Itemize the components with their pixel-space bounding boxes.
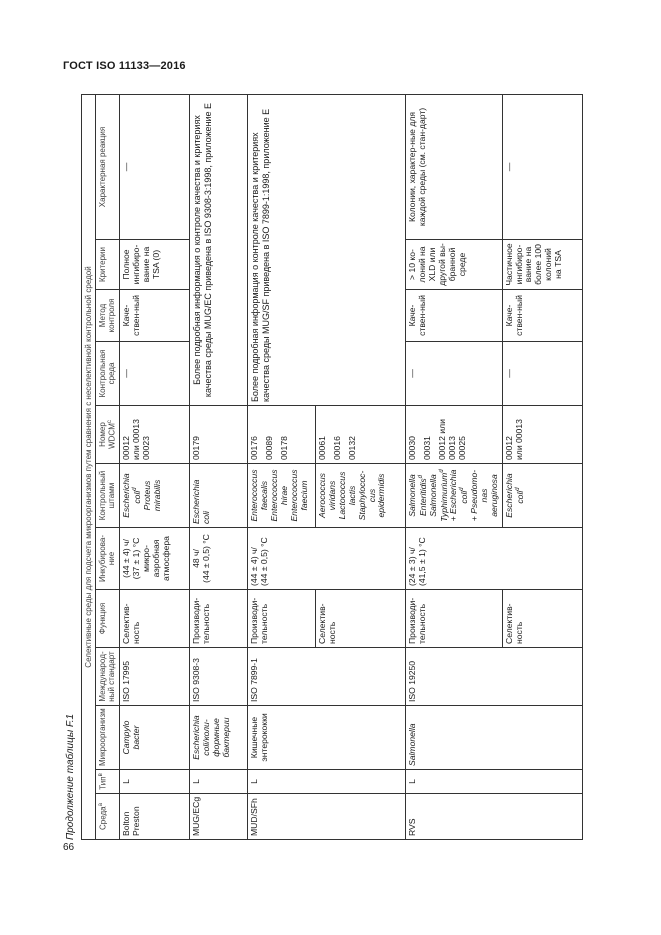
cell-function: Селектив-ность xyxy=(502,590,582,648)
col-type: Тип$^в$ xyxy=(96,770,120,794)
cell-type: L xyxy=(248,770,406,794)
cell-type: L xyxy=(406,770,582,794)
cell-control-strain: Escherichia coli xyxy=(190,464,248,528)
cell-medium: Bolton Preston xyxy=(120,794,190,840)
col-microorganism: Микроорганизм xyxy=(96,706,120,770)
cell-function: Производи-тельность xyxy=(190,590,248,648)
cell-incubation: (44 ± 4) ч/ (44 ± 0,5) °С xyxy=(248,528,406,590)
cell-standard: ISO 7899-1 xyxy=(248,648,406,706)
cell-criteria: > 10 ко-лоний на XLD или другой вы-бранной среде xyxy=(406,240,502,290)
table-row xyxy=(406,95,502,840)
col-medium: Среда$^а$ xyxy=(96,794,120,840)
cell-criteria: Полное ингибиро-вание на TSA (0) xyxy=(120,240,190,290)
cell-note: Более подробная информация о контроле качества и критериях качества среды MUG/SF приведена в ISO 7899-1:1998, приложение E xyxy=(248,95,406,406)
cell-reaction: Колонии, характер-ные для каждой среды (см. стан-дарт) xyxy=(406,95,502,240)
cell-control-method: Каче-ствен-ный xyxy=(406,290,502,342)
cell-reaction: — xyxy=(120,95,190,240)
cell-control-strain: Aerococcus viridans Lactococcus lactis Staphylococ-cus epidermidis xyxy=(316,464,406,528)
page-number: 66 xyxy=(63,842,75,853)
col-standard: Междунарoд-ный стандарт xyxy=(96,648,120,706)
rotated-table-block xyxy=(63,95,593,840)
col-control-medium: Контрольная среда xyxy=(96,342,120,406)
document-title: ГОСТ ISO 11133—2016 xyxy=(63,60,186,72)
cell-function: Селектив-ность xyxy=(316,590,406,648)
cell-control-medium: — xyxy=(406,342,502,406)
cell-function: Производи-тельность xyxy=(406,590,502,648)
cell-control-medium: — xyxy=(120,342,190,406)
table-row xyxy=(120,95,190,840)
cell-criteria: Частичное ингибиро-вание на более 100 колоний на TSA xyxy=(502,240,582,290)
header-row xyxy=(96,95,120,840)
cell-medium: RVS xyxy=(406,794,582,840)
cell-wdcm: 00012 или 00013 00023 xyxy=(120,406,190,464)
cell-microorganism: Escherichia coli/коли-формные бактерии xyxy=(190,706,248,770)
table-caption: Продолжение таблицы F.1 xyxy=(65,713,76,840)
cell-control-strain: Salmonella Enteritidis$^d$ Salmonella Typhimurium$^d$ + Escherichia coli$^d$ + Pseudomo-nas aeruginosa xyxy=(406,464,502,528)
cell-medium: MUG/ECg xyxy=(190,794,248,840)
cell-incubation: (44 ± 4) ч/ (37 ± 1) °С микро- аэробная атмосфера xyxy=(120,528,190,590)
cell-wdcm: 00176 00089 00178 xyxy=(248,406,316,464)
cell-control-strain: Escherichia coli$^d$ xyxy=(502,464,582,528)
cell-wdcm: 00061 00016 00132 xyxy=(316,406,406,464)
cell-standard: ISO 9308-3 xyxy=(190,648,248,706)
col-criteria: Критерии xyxy=(96,240,120,290)
cell-wdcm: 00030 00031 00012 или 00013 00025 xyxy=(406,406,502,464)
cell-control-strain: Enterococcus faecalis Enterococcus hirae Enterococcus faecium xyxy=(248,464,316,528)
col-control-method: Метод контроля xyxy=(96,290,120,342)
cell-standard: ISO 17995 xyxy=(120,648,190,706)
cell-control-strain: Escherichia coli$^d$ Proteus mirabilis xyxy=(120,464,190,528)
cell-note: Более подробная информация о контроле качества и критериях качества среды MUG/EC приведена в ISO 9308-3:1998, приложение E xyxy=(190,95,248,406)
cell-type: L xyxy=(190,770,248,794)
col-control-strain: Контрольный штамм xyxy=(96,464,120,528)
col-reaction: Характерная реакция xyxy=(96,95,120,240)
cell-control-method: Каче-ствен-ный xyxy=(502,290,582,342)
cell-wdcm: 00012 или 00013 xyxy=(502,406,582,464)
cell-control-method: Каче-ствен-ный xyxy=(120,290,190,342)
cell-microorganism: Campylo bacter xyxy=(120,706,190,770)
col-function: Функция xyxy=(96,590,120,648)
table-row xyxy=(248,95,316,840)
cell-wdcm: 00179 xyxy=(190,406,248,464)
cell-medium: MUD/SFh xyxy=(248,794,406,840)
cell-standard: ISO 19250 xyxy=(406,648,582,706)
col-wdcm: Номер $WDCM^с$ xyxy=(96,406,120,464)
cell-microorganism: Кишечные энтерококки xyxy=(248,706,406,770)
cell-type: L xyxy=(120,770,190,794)
cell-incubation: 48 ч/ (44 ± 0,5) °С xyxy=(190,528,248,590)
cell-reaction: — xyxy=(502,95,582,240)
media-table xyxy=(81,94,583,840)
cell-control-medium: — xyxy=(502,342,582,406)
cell-function: Селектив-ность xyxy=(120,590,190,648)
col-incubation: Инкубирова-ние xyxy=(96,528,120,590)
cell-microorganism: Salmonella xyxy=(406,706,582,770)
group-header: Селективные среды для подсчета микроорганизмов путем сравнения с неселективной контрольной средой xyxy=(82,95,96,840)
table-row xyxy=(190,95,248,840)
cell-incubation: (24 ± 3) ч/ (41,5 ± 1) °С xyxy=(406,528,582,590)
cell-function: Производи-тельность xyxy=(248,590,316,648)
